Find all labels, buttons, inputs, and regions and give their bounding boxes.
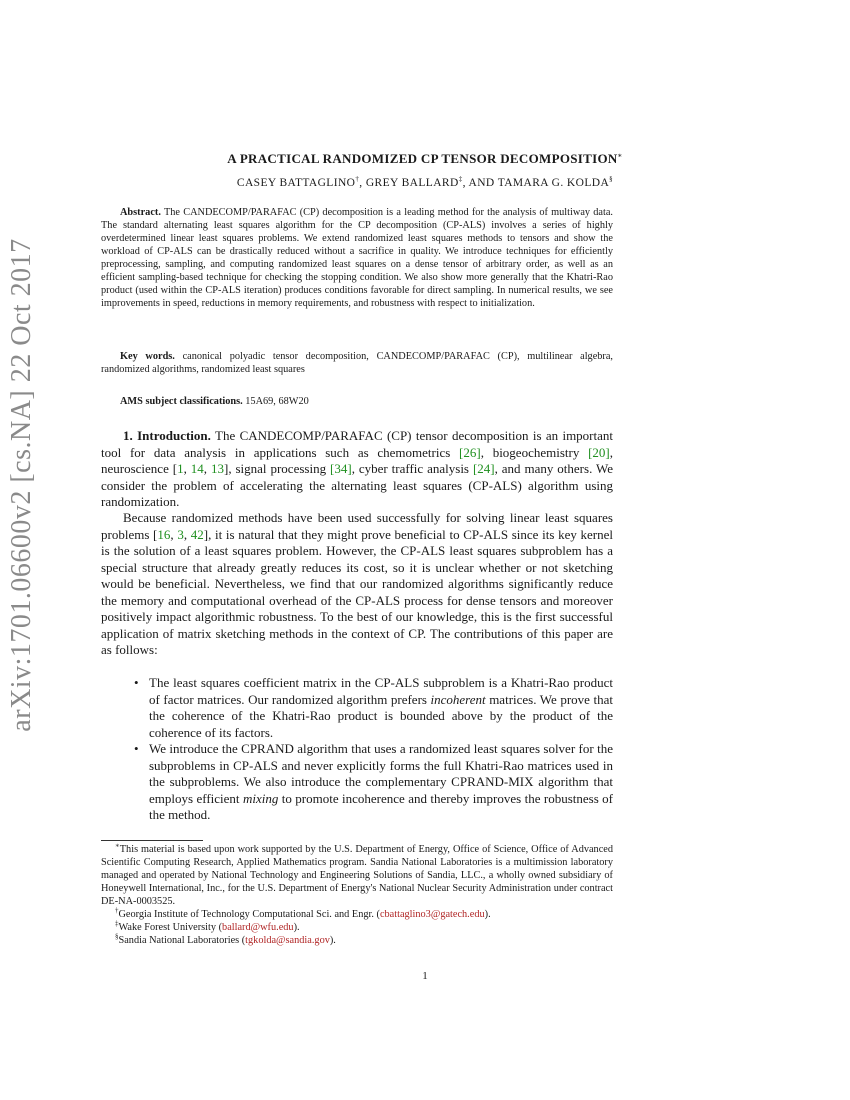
footnote-text: Wake Forest University ( xyxy=(118,922,223,933)
intro-text: , cyber traffic analysis xyxy=(351,461,473,476)
arxiv-stamp-text: arXiv:1701.06600v2 [cs.NA] 22 Oct 2017 xyxy=(6,238,37,732)
emphasis-text: mixing xyxy=(242,790,279,806)
footnote-mark: ∗ xyxy=(115,841,120,850)
contributions-list xyxy=(101,675,613,824)
citation-link[interactable]: [20] xyxy=(588,444,610,460)
footnote-text: Georgia Institute of Technology Computational Sci. and Engr. ( xyxy=(118,909,380,920)
citation-link[interactable]: 42 xyxy=(190,526,204,542)
keywords-text: canonical polyadic tensor decomposition, CANDECOMP/PARAFAC (CP), multilinear algebra, randomized algorithms, randomized least squares xyxy=(101,351,613,375)
intro-text: , and many others. We consider the problem of accelerating the alternating least squares (CP-ALS) algorithm using randomization. xyxy=(101,461,614,509)
author-2: GREY BALLARD xyxy=(365,177,459,189)
footnote-mark: § xyxy=(115,932,119,941)
body-paragraph: Because randomized methods have been used successfully for solving linear least squares problems [16, 3, 42], it is natural that they might prove beneficial to CP-ALS since its key kernel is the solution of a least squares problem. However, the CP-ALS least squares subproblem has a special structure that already greatly reduces its cost, so it is unclear whether or not sketching would be beneficial. Nevertheless, we find that our randomized algorithms significantly reduce the memory and computational overhead of the CP-ALS process for dense tensors and moreover positively impact algorithmic robustness. To the best of our knowledge, this is the first successful application of matrix sketching methods in the context of CP. The contributions of this paper are as follows: xyxy=(101,510,614,657)
paragraph-text: Because randomized methods have been used successfully for solving linear least squares problems [ xyxy=(101,510,613,542)
footnote-affiliation-3 xyxy=(101,934,613,947)
footnote-text: ). xyxy=(329,935,336,946)
ams-label: AMS subject classifications. xyxy=(120,396,243,407)
intro-text: , neuroscience [ xyxy=(101,444,613,476)
email-link[interactable]: tgkolda@sandia.gov xyxy=(245,935,330,946)
title-text: A PRACTICAL RANDOMIZED CP TENSOR DECOMPOSITION xyxy=(227,151,618,166)
list-item xyxy=(101,741,613,824)
footnote-mark: ‡ xyxy=(115,919,119,928)
paper-title xyxy=(0,151,850,167)
citation-link[interactable]: 13 xyxy=(210,461,224,476)
list-item-text: to promote incoherence and thereby improves the robustness of the method. xyxy=(149,790,613,822)
introduction-paragraph: 1. Introduction. The CANDECOMP/PARAFAC (CP) tensor decomposition is an important tool for data analysis in applications such as chemometrics [26], biogeochemistry [20], neuroscience [1, 14, 13], signal processing [34], cyber traffic analysis [24], and many others. We consider the problem of accelerating the alternating least squares (CP-ALS) algorithm using randomization. xyxy=(101,428,614,509)
author-1-mark: † xyxy=(355,175,360,184)
footnote-text: Sandia National Laboratories ( xyxy=(118,935,246,946)
title-footnote-mark: ∗ xyxy=(617,151,623,160)
author-2-mark: ‡ xyxy=(458,175,463,184)
citation-link[interactable]: [24] xyxy=(472,461,495,476)
citation-link[interactable]: [26] xyxy=(459,444,481,460)
author-and: , AND xyxy=(462,177,498,189)
citation-link[interactable]: [34] xyxy=(330,461,352,476)
list-item-text: We introduce the CPRAND algorithm that uses a randomized least squares solver for the subproblems in CP-ALS and never explicitly forms the full Khatri-Rao matrices used in the subproblems. We also introduce the complementary CPRAND-MIX algorithm that employs efficient xyxy=(149,741,613,806)
intro-text: , biogeochemistry xyxy=(480,444,589,460)
citation-link[interactable]: 1 xyxy=(177,461,184,476)
section-heading: 1. Introduction. xyxy=(123,428,211,443)
abstract xyxy=(101,206,613,310)
list-item-text: matrices. We prove that the coherence of the Khatri-Rao product is bounded above by the product of the coherence of its factors. xyxy=(149,691,613,740)
keywords-label: Key words. xyxy=(120,351,175,362)
bullet-icon: • xyxy=(134,741,139,756)
email-link[interactable]: ballard@wfu.edu xyxy=(222,922,294,933)
email-link[interactable]: cbattaglino3@gatech.edu xyxy=(379,909,485,920)
footnote-mark: † xyxy=(115,906,119,915)
keywords xyxy=(101,350,613,376)
page-number: 1 xyxy=(422,970,428,982)
emphasis-text: incoherent xyxy=(430,691,486,707)
abstract-label: Abstract. xyxy=(120,207,161,218)
author-line: CASEY BATTAGLINO†, GREY BALLARD‡, AND TAMARA G. KOLDA§ xyxy=(236,175,614,189)
abstract-text: The CANDECOMP/PARAFAC (CP) decomposition is a leading method for the analysis of multiway data. The standard alternating least squares algorithm for the CP decomposition (CP-ALS) involves a series of highly overdetermined linear least squares problems. We extend randomized least squares methods to tensors and show the workload of CP-ALS can be drastically reduced without a sacrifice in quality. We introduce techniques for efficiently preprocessing, sampling, and computing randomized least squares on a dense tensor of arbitrary order, as well as an efficient sampling-based technique for checking the stopping condition. We also show more generally that the Khatri-Rao product (used within the CP-ALS iteration) produces conditions favorable for direct sampling. In numerical results, we see improvements in speed, reductions in memory requirements, and robustness with respect to initialization. xyxy=(101,207,614,309)
bullet-icon: • xyxy=(134,675,139,690)
citation-link[interactable]: 14 xyxy=(190,461,204,476)
footnote-funding xyxy=(101,843,613,908)
author-3: TAMARA G. KOLDA xyxy=(497,177,610,189)
citation-link[interactable]: 3 xyxy=(177,526,184,542)
footnote-text: ). xyxy=(484,909,491,920)
list-item-text: The least squares coefficient matrix in the CP-ALS subproblem is a Khatri-Rao product of factor matrices. Our randomized algorithm prefers xyxy=(149,675,613,707)
author-1: CASEY BATTAGLINO xyxy=(236,177,356,189)
citation-link[interactable]: 16 xyxy=(157,526,171,542)
ams-text: 15A69, 68W20 xyxy=(245,396,309,407)
paragraph-text: ], it is natural that they might prove beneficial to CP-ALS since its key kernel is the solution of a least squares problem. However, the CP-ALS least squares subproblem has a special structure that already greatly reduces its cost, so it is unclear whether or not sketching would be beneficial. Nevertheless, we find that our randomized algorithms significantly reduce the memory and computational overhead of the CP-ALS process for dense tensors and moreover positively impact algorithmic robustness. To the best of our knowledge, this is the first successful application of matrix sketching methods in the context of CP. The contributions of this paper are as follows: xyxy=(101,526,614,657)
footnote-affiliation-1 xyxy=(101,908,613,921)
list-item xyxy=(101,675,613,741)
footnote-text: ). xyxy=(293,922,300,933)
ams-classification xyxy=(101,395,613,408)
intro-text: The CANDECOMP/PARAFAC (CP) tensor decomposition is an important tool for data analysis in applications such as chemometrics xyxy=(101,428,614,460)
author-3-mark: § xyxy=(609,175,614,184)
footnotes xyxy=(101,843,613,947)
intro-text: ], signal processing xyxy=(223,461,331,476)
footnote-text: This material is based upon work supported by the U.S. Department of Energy, Office of Science, Office of Advanced Scientific Computing Research, Applied Mathematics program. Sandia National Laboratories is a multimission laboratory managed and operated by National Technology and Engineering Solutions of Sandia, LLC., a wholly owned subsidiary of Honeywell International, Inc., for the U.S. Department of Energy's National Nuclear Security Administration under contract DE-NA-0003525. xyxy=(101,844,613,907)
footnote-affiliation-2 xyxy=(101,921,613,934)
